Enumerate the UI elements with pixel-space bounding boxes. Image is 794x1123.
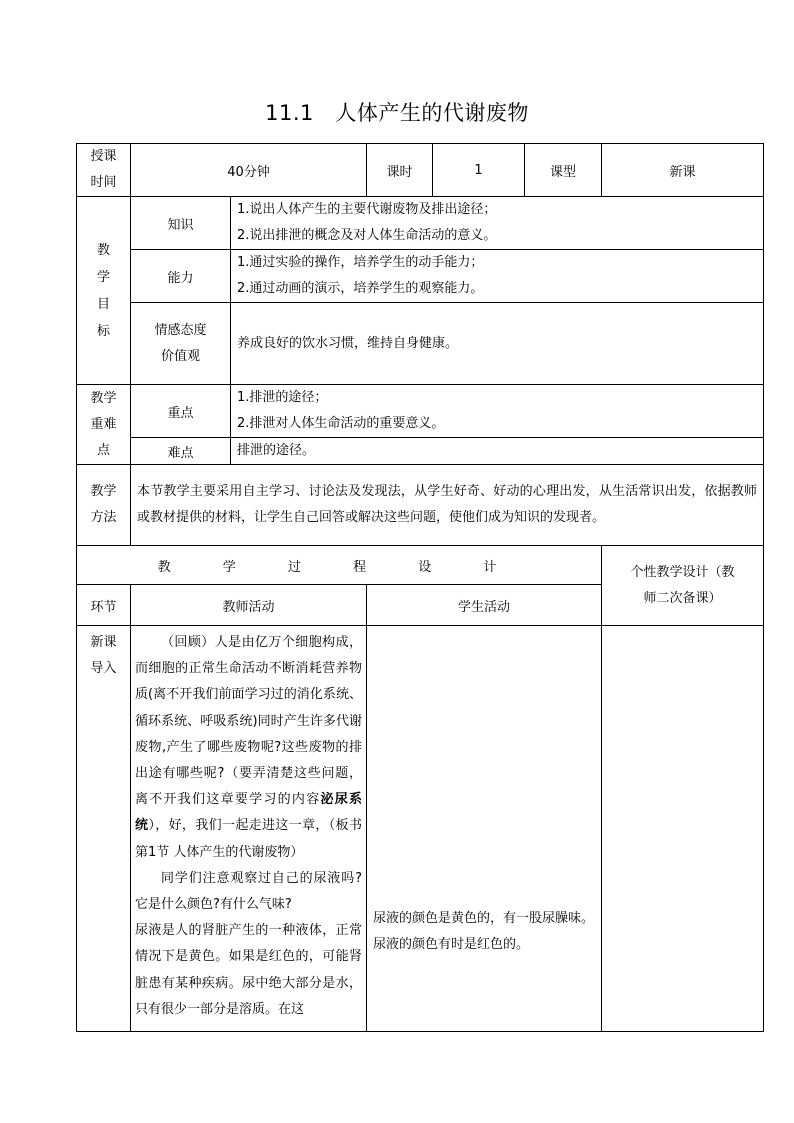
col-student-header: 学生活动 [367,585,602,626]
student-paragraph-2: 尿液的颜色有时是红色的。 [373,937,530,952]
duration-value: 40分钟 [131,144,367,197]
objectives-group-label: 教学目标 [77,197,131,385]
ability-label: 能力 [131,250,231,303]
process-title: 教 学 过 程 设 计 [77,546,602,585]
emotion-content: 养成良好的饮水习惯，维持自身健康。 [231,303,764,385]
difficulty-content: 排泄的途径。 [231,438,764,465]
type-label: 课型 [525,144,602,197]
knowledge-label: 知识 [131,197,231,250]
key-label: 重点 [131,385,231,438]
ability-content [231,250,764,303]
difficulty-label: 难点 [131,438,231,465]
teacher-p1-text-end: ），好，我们一起走进这一章，（板书 第1节 人体产生的代谢废物） [135,818,362,860]
key-line-1: 1.排泄的途径； [237,390,328,405]
ability-line-1: 1.通过实验的操作，培养学生的动手能力； [237,255,484,270]
knowledge-line-1: 1.说出人体产生的主要代谢废物及排出途径； [237,202,497,217]
duration-label: 授课时间 [77,144,131,197]
teacher-paragraph-3: 尿液是人的肾脏产生的一种液体，正常情况下是黄色。如果是红色的，可能肾脏患有某种疾病。尿中绝大部分是水，只有很少一部分是溶质。在这 [135,923,363,1017]
teacher-activity [131,626,367,1032]
personal-design-cell [602,626,764,1032]
col-stage-header: 环节 [77,585,131,626]
personal-design-label: 个性教学设计（教师二次备课） [602,546,764,626]
student-paragraph-1: 尿液的颜色是黄色的，有一股尿臊味。 [373,911,595,926]
period-label: 课时 [367,144,433,197]
knowledge-line-2: 2.说出排泄的概念及对人体生命活动的意义。 [237,228,497,243]
teacher-p1-bold: 泌尿系统 [135,792,363,834]
teacher-paragraph-1 [135,630,362,866]
keypoints-group-label: 教学重难点 [77,385,131,465]
lesson-plan-table [76,143,764,1032]
document-title: 11.1 人体产生的代谢废物 [265,101,529,125]
method-label: 教学方法 [77,465,131,546]
teacher-paragraph-2: 同学们注意观察过自己的尿液吗?它是什么颜色?有什么气味? [135,870,363,913]
key-line-2: 2.排泄对人体生命活动的重要意义。 [237,416,445,431]
method-content: 本节教学主要采用自主学习、讨论法及发现法，从学生好奇、好动的心理出发，从生活常识出发，依据教师或教材提供的材料，让学生自己回答或解决这些问题，使他们成为知识的发现者。 [131,465,764,546]
emotion-label: 情感态度价值观 [131,303,231,385]
key-content [231,385,764,438]
teacher-p1-text: （回顾）人是由亿万个细胞构成，而细胞的正常生命活动不断消耗营养物质(离不开我们前面学习过的消化系统、循环系统、呼吸系统)同时产生许多代谢废物,产生了哪些废物呢?这些废物的排出途有哪些呢?（要弄清楚这些问题，离不开我们这章要学习的内容 [135,635,363,808]
stage-cell: 新课导入 [77,626,131,1032]
period-value: 1 [433,144,525,197]
col-teacher-header: 教师活动 [131,585,367,626]
knowledge-content [231,197,764,250]
type-value: 新课 [602,144,764,197]
ability-line-2: 2.通过动画的演示，培养学生的观察能力。 [237,281,484,296]
student-activity [367,626,602,1032]
